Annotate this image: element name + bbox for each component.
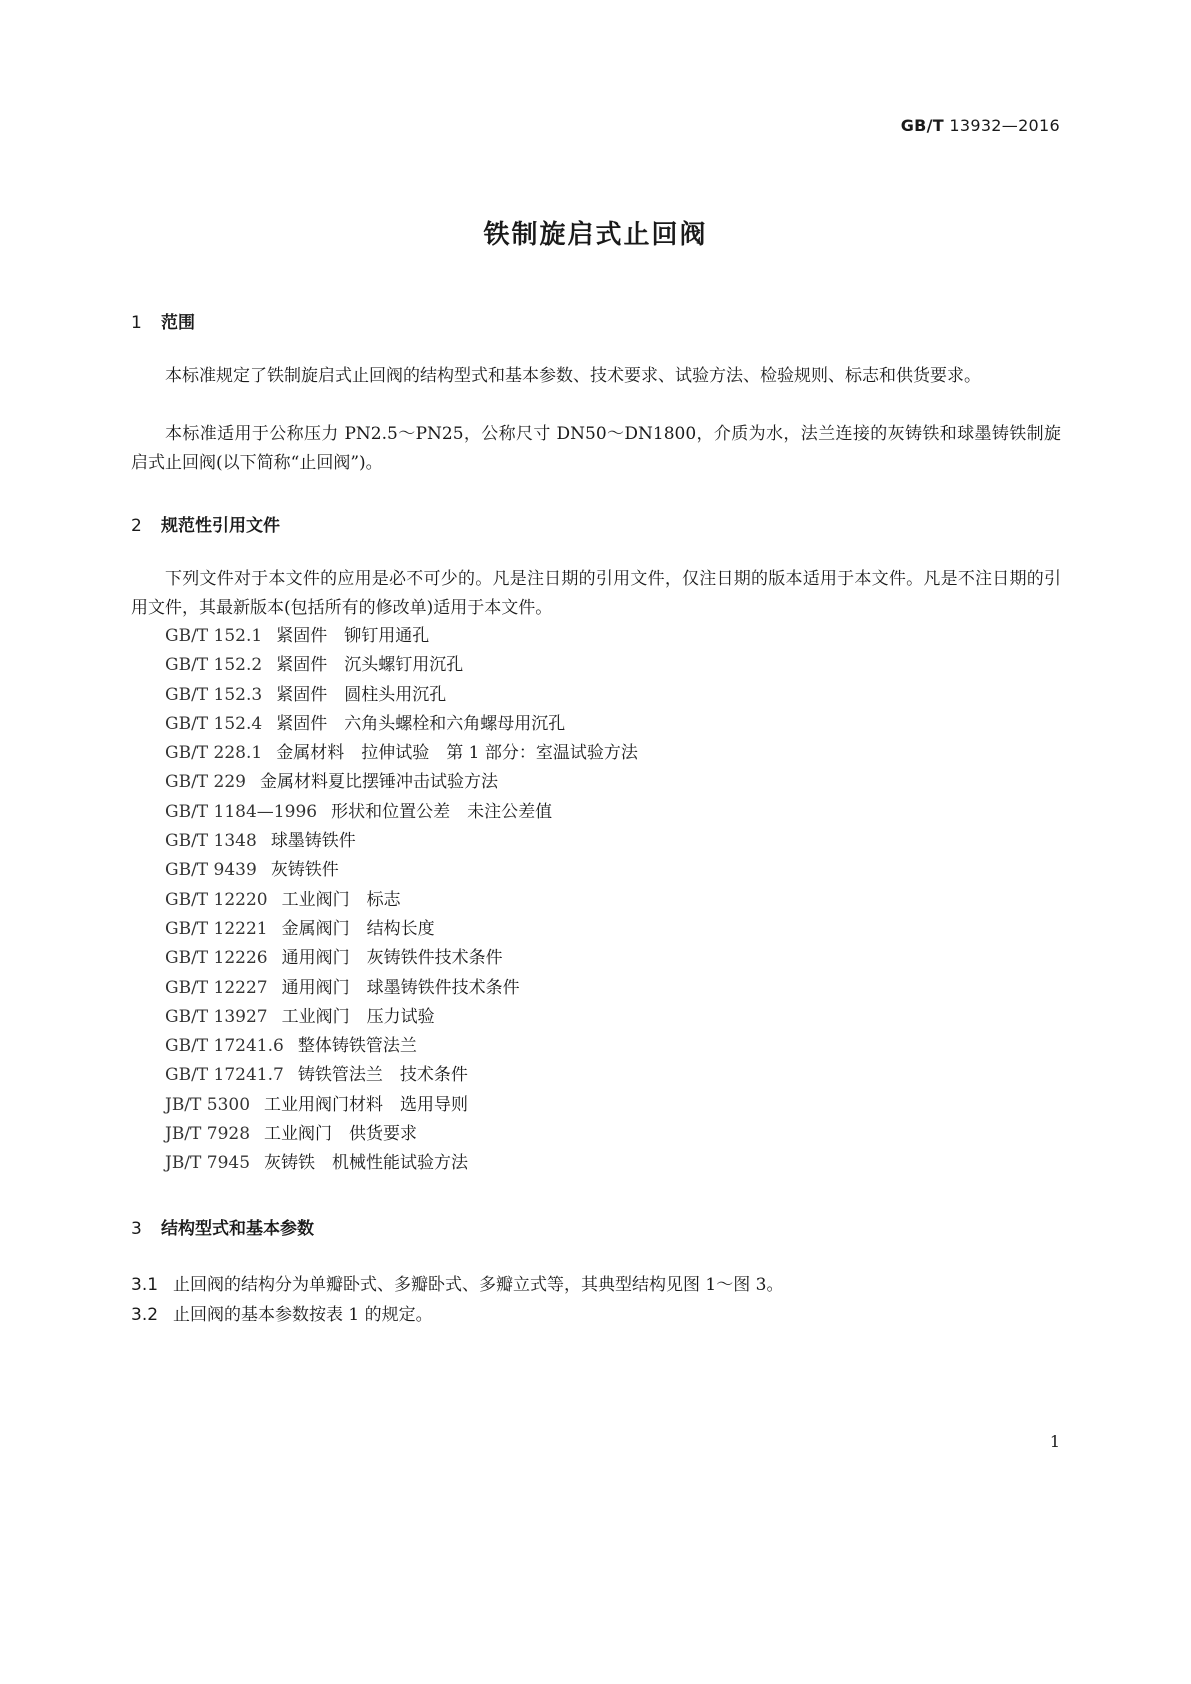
reference-title: 工业用阀门材料 选用导则 [264, 1094, 469, 1115]
reference-title: 紧固件 六角头螺栓和六角螺母用沉孔 [276, 713, 566, 734]
reference-item [165, 798, 638, 827]
scope-paragraph-1: 本标准规定了铁制旋启式止回阀的结构型式和基本参数、技术要求、试验方法、检验规则、标志和供货要求。 [165, 366, 981, 386]
reference-title: 灰铸铁件 [270, 860, 339, 881]
reference-title: 金属材料夏比摆锤冲击试验方法 [260, 772, 498, 793]
reference-list [165, 622, 638, 1179]
reference-title: 工业阀门 供货要求 [264, 1124, 418, 1145]
reference-code: GB/T 13927 [165, 1006, 268, 1027]
reference-code: GB/T 12221 [165, 918, 268, 939]
section-2-heading [131, 511, 280, 536]
clause-3-2 [131, 1300, 433, 1325]
reference-code: JB/T 7928 [165, 1124, 251, 1145]
clause-number: 3.1 [131, 1275, 159, 1295]
reference-title: 紧固件 圆柱头用沉孔 [276, 684, 447, 705]
reference-code: JB/T 7945 [165, 1153, 251, 1174]
reference-code: GB/T 9439 [165, 860, 257, 881]
reference-item [165, 1032, 638, 1061]
reference-item [165, 710, 638, 739]
section-title: 范围 [161, 313, 195, 333]
reference-item [165, 1091, 638, 1120]
reference-code: GB/T 12220 [165, 889, 268, 910]
scope-paragraph-2: 本标准适用于公称压力 PN2.5～PN25，公称尺寸 DN50～DN1800，介质为水，法兰连接的灰铸铁和球墨铸铁制旋启式止回阀(以下简称“止回阀”)。 [131, 424, 1061, 473]
reference-code: GB/T 152.4 [165, 713, 263, 734]
reference-item [165, 768, 638, 797]
standard-number: 13932—2016 [949, 116, 1060, 135]
reference-item [165, 681, 638, 710]
reference-title: 灰铸铁 机械性能试验方法 [264, 1153, 469, 1174]
section-number: 1 [131, 313, 142, 333]
reference-item [165, 944, 638, 973]
section-title: 结构型式和基本参数 [161, 1219, 314, 1239]
reference-code: GB/T 1348 [165, 831, 257, 852]
reference-item [165, 622, 638, 651]
reference-item [165, 974, 638, 1003]
reference-item [165, 856, 638, 885]
reference-title: 金属材料 拉伸试验 第 1 部分：室温试验方法 [276, 743, 638, 764]
reference-title: 紧固件 沉头螺钉用沉孔 [276, 655, 464, 676]
reference-code: JB/T 5300 [165, 1094, 251, 1115]
reference-item [165, 651, 638, 680]
reference-title: 球墨铸铁件 [270, 831, 356, 852]
page-number: 1 [1049, 1432, 1060, 1451]
reference-item [165, 1061, 638, 1090]
reference-code: GB/T 12226 [165, 948, 268, 969]
reference-item [165, 915, 638, 944]
clause-3-1 [131, 1270, 783, 1295]
reference-item [165, 739, 638, 768]
clause-text: 止回阀的结构分为单瓣卧式、多瓣卧式、多瓣立式等，其典型结构见图 1～图 3。 [173, 1275, 784, 1295]
reference-title: 紧固件 铆钉用通孔 [276, 626, 430, 646]
reference-code: GB/T 229 [165, 772, 246, 793]
reference-item [165, 886, 638, 915]
reference-title: 形状和位置公差 未注公差值 [331, 801, 553, 822]
section-number: 3 [131, 1219, 142, 1239]
section-3-heading [131, 1214, 314, 1239]
reference-title: 铸铁管法兰 技术条件 [297, 1065, 468, 1086]
reference-code: GB/T 17241.7 [165, 1065, 284, 1086]
reference-title: 通用阀门 球墨铸铁件技术条件 [281, 977, 520, 998]
reference-title: 工业阀门 标志 [281, 889, 401, 910]
reference-title: 整体铸铁管法兰 [297, 1036, 417, 1057]
references-intro: 下列文件对于本文件的应用是必不可少的。凡是注日期的引用文件，仅注日期的版本适用于本文件。凡是不注日期的引用文件，其最新版本(包括所有的修改单)适用于本文件。 [131, 569, 1061, 618]
section-title: 规范性引用文件 [161, 516, 280, 536]
reference-code: GB/T 152.2 [165, 655, 263, 676]
clause-number: 3.2 [131, 1305, 159, 1325]
section-number: 2 [131, 516, 142, 536]
reference-code: GB/T 228.1 [165, 743, 263, 764]
reference-code: GB/T 152.1 [165, 626, 263, 646]
clause-text: 止回阀的基本参数按表 1 的规定。 [173, 1305, 433, 1325]
reference-code: GB/T 1184—1996 [165, 801, 318, 822]
document-title: 铁制旋启式止回阀 [483, 220, 708, 250]
reference-item [165, 1149, 638, 1178]
reference-title: 金属阀门 结构长度 [281, 918, 435, 939]
reference-item [165, 1120, 638, 1149]
reference-code: GB/T 12227 [165, 977, 268, 998]
reference-item [165, 827, 638, 856]
reference-title: 工业阀门 压力试验 [281, 1006, 435, 1027]
section-1-heading [131, 308, 195, 333]
reference-code: GB/T 17241.6 [165, 1036, 284, 1057]
reference-item [165, 1003, 638, 1032]
standard-code [901, 116, 1060, 135]
reference-title: 通用阀门 灰铸铁件技术条件 [281, 948, 503, 969]
reference-code: GB/T 152.3 [165, 684, 263, 705]
standard-prefix: GB/T [900, 116, 944, 135]
